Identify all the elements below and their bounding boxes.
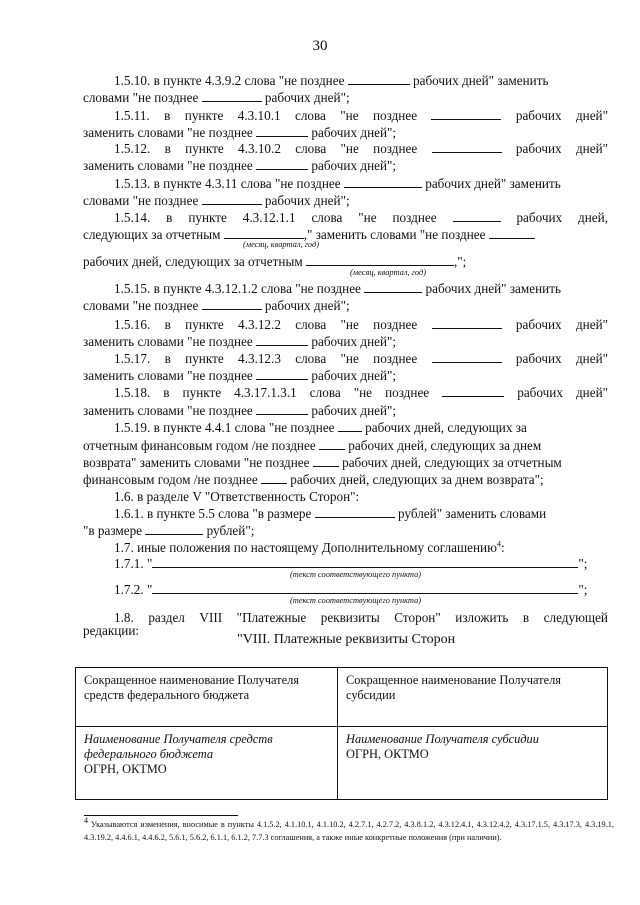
text: рабочих дней"; (261, 193, 350, 208)
text: рабочих дней" (515, 108, 608, 123)
blank-field (313, 455, 339, 467)
text: финансовым годом /не позднее (83, 472, 261, 487)
text: 1.7.2. " (114, 582, 153, 597)
table-cell (76, 668, 338, 727)
footnote-marker: 4 (84, 816, 88, 826)
para-1-7-1 (114, 556, 587, 571)
table-cell (76, 727, 338, 800)
blank-field (432, 141, 502, 153)
text: словами "не позднее (83, 298, 202, 313)
para-1-5-14-line1 (114, 210, 608, 225)
text: : (500, 540, 505, 555)
blank-field (202, 193, 262, 205)
blank-field (489, 227, 535, 239)
para-1-5-11-line2 (83, 125, 396, 140)
text: Сокращенное наименование Получателя субсидии (346, 673, 561, 702)
caption-point-text: (текст соответствующего пункта) (290, 596, 422, 605)
text: рабочих дней" (515, 317, 609, 332)
table-row (76, 668, 608, 727)
footnote-ref: 4 (496, 539, 501, 549)
text: рабочих дней"; (261, 90, 350, 105)
caption-month-quarter-year: (месяц, квартал, год) (350, 268, 427, 277)
text: "; (578, 556, 588, 571)
blank-field (224, 227, 304, 239)
blank-field (261, 472, 287, 484)
blank-field (256, 368, 308, 380)
page-number: 30 (312, 38, 328, 54)
caption-month-quarter-year: (месяц, квартал, год) (243, 240, 320, 249)
blank-field (152, 556, 578, 568)
text: словами "не позднее (83, 193, 202, 208)
para-1-5-18-line1 (114, 385, 608, 400)
para-1-5-15-line2 (83, 298, 350, 313)
blank-field (145, 523, 203, 535)
text: рабочих дней, следующих за отчетным (338, 455, 562, 470)
text: рабочих дней, следующих за днем возврата"; (287, 472, 544, 487)
para-1-5-10-line1 (114, 73, 549, 88)
text: 1.5.10. в пункте 4.3.9.2 слова "не позднее (114, 73, 348, 88)
blank-field (256, 158, 308, 170)
para-1-5-18-line2 (83, 403, 396, 418)
text: ," заменить словами "не позднее (303, 227, 489, 242)
blank-field (256, 403, 308, 415)
blank-field (431, 108, 501, 120)
text: 1.5.19. в пункте 4.4.1 слова "не позднее (114, 420, 338, 435)
text: заменить словами "не позднее (83, 158, 257, 173)
blank-field (202, 298, 262, 310)
blank-field (453, 210, 501, 222)
table-cell (338, 727, 608, 800)
text: рабочих дней" заменить (409, 73, 549, 88)
text: рабочих дней"; (308, 368, 397, 383)
requisites-table (75, 667, 608, 800)
text: рабочих дней"; (308, 125, 397, 140)
text: 1.5.17. в пункте 4.3.12.3 слова "не позднее (114, 351, 418, 366)
text: рублей" заменить словами (394, 506, 547, 521)
text: рабочих дней"; (308, 334, 397, 349)
text: заменить словами "не позднее (83, 403, 257, 418)
para-1-5-12-line1 (114, 141, 608, 156)
para-1-5-15-line1 (114, 281, 561, 296)
text: рабочих дней" (517, 385, 609, 400)
text: заменить словами "не позднее (83, 368, 257, 383)
text: рублей"; (203, 523, 255, 538)
blank-field (432, 351, 502, 363)
text: 1.7.1. " (114, 556, 153, 571)
text: 1.5.16. в пункте 4.3.12.2 слова "не позднее (114, 317, 418, 332)
para-1-5-13-line2 (83, 193, 350, 208)
table-cell (338, 668, 608, 727)
para-1-5-16-line1 (114, 317, 608, 332)
para-1-5-12-line2 (83, 158, 396, 173)
text: возврата" заменить словами "не позднее (83, 455, 313, 470)
text: заменить словами "не позднее (83, 334, 257, 349)
para-1-8-line2: редакции: (83, 623, 140, 638)
footnote-separator (84, 815, 238, 816)
text: следующих за отчетным (83, 227, 224, 242)
text: 1.6.1. в пункте 5.5 слова "в размере (114, 506, 315, 521)
text: 1.5.13. в пункте 4.3.11 слова "не позднее (114, 176, 344, 191)
para-1-6-1-line2 (83, 523, 254, 538)
text: рабочих дней"; (308, 158, 397, 173)
text: рабочих дней, следующих за (361, 420, 527, 435)
para-1-6: 1.6. в разделе V "Ответственность Сторон": (114, 489, 360, 504)
text: заменить словами "не позднее (83, 125, 257, 140)
blank-field (315, 506, 395, 518)
text: 1.5.18. в пункте 4.3.17.1.3.1 слова "не позднее (114, 385, 430, 400)
para-1-5-16-line2 (83, 334, 396, 349)
para-1-6-1-line1 (114, 506, 546, 521)
blank-field (432, 317, 502, 329)
para-1-5-19-line4 (83, 472, 544, 487)
footnote (84, 818, 614, 844)
text: 1.5.15. в пункте 4.3.12.1.2 слова "не позднее (114, 281, 365, 296)
text: 1.5.12. в пункте 4.3.10.2 слова "не позднее (114, 141, 418, 156)
text: ОГРН, ОКТМО (346, 747, 429, 761)
text: 1.5.11. в пункте 4.3.10.1 слова "не позднее (114, 108, 418, 123)
blank-field (306, 254, 454, 266)
text: рабочих дней"; (308, 403, 397, 418)
text: "; (578, 582, 588, 597)
text: 1.5.14. в пункте 4.3.12.1.1 слова "не позднее (114, 210, 437, 225)
para-1-7 (114, 540, 505, 555)
text: 1.7. иные положения по настоящему Дополнительному соглашению (114, 540, 497, 555)
text: отчетным финансовым годом /не позднее (83, 438, 319, 453)
text: "в размере (83, 523, 146, 538)
text: рабочих дней" заменить (421, 176, 561, 191)
text: рабочих дней, следующих за днем (345, 438, 542, 453)
para-1-8-line1: 1.8. раздел VIII "Платежные реквизиты Сторон" изложить в следующей (114, 610, 608, 625)
para-1-5-13-line1 (114, 176, 561, 191)
footnote-text: Указываются изменения, вносимые в пункты 4.1.5.2, 4.1.10.1, 4.1.10.2, 4.2.7.1, 4.2.7.2, 4.3.8.1.2, 4.3.12.4.1, 4.3.12.4.2, 4.3.17.1.5, 4.3.17.3, 4.3.19.1, 4.3.19.2, 4.4.6.1, 4.4.6.2, 5.6.1, 5.6.2, 6.1.1, 6.1.2, 7.7.3 соглашения, а также иные конкретные положения (при наличии). (84, 820, 614, 842)
para-1-5-14-line3 (83, 254, 466, 269)
blank-field (348, 73, 410, 85)
blank-field (256, 125, 308, 137)
para-1-5-11-line1 (114, 108, 608, 123)
text: ОГРН, ОКТМО (84, 762, 167, 776)
para-1-5-19-line1 (114, 420, 527, 435)
table-row (76, 727, 608, 800)
caption-point-text: (текст соответствующего пункта) (290, 570, 422, 579)
text: рабочих дней"; (261, 298, 350, 313)
para-1-5-17-line1 (114, 351, 608, 366)
text: рабочих дней, следующих за отчетным (83, 254, 306, 269)
blank-field (319, 438, 345, 450)
section-title: "VIII. Платежные реквизиты Сторон (237, 632, 456, 647)
text: Сокращенное наименование Получателя средств федерального бюджета (84, 673, 299, 702)
blank-field (344, 176, 422, 188)
text: рабочих дней" (515, 141, 609, 156)
para-1-5-19-line2 (83, 438, 541, 453)
para-1-5-19-line3 (83, 455, 562, 470)
para-1-5-10-line2 (83, 90, 350, 105)
blank-field (256, 334, 308, 346)
blank-field (364, 281, 422, 293)
blank-field (338, 420, 362, 432)
text: словами "не позднее (83, 90, 202, 105)
text: Наименование Получателя средств федерального бюджета (84, 732, 273, 761)
text: Наименование Получателя субсидии (346, 732, 539, 746)
blank-field (202, 90, 262, 102)
text: рабочих дней" (515, 351, 609, 366)
text: рабочих дней" заменить (422, 281, 561, 296)
text: рабочих дней, (516, 210, 609, 225)
text: ,"; (453, 254, 467, 269)
blank-field (442, 385, 504, 397)
para-1-5-17-line2 (83, 368, 396, 383)
para-1-7-2 (114, 582, 587, 597)
blank-field (152, 582, 578, 594)
